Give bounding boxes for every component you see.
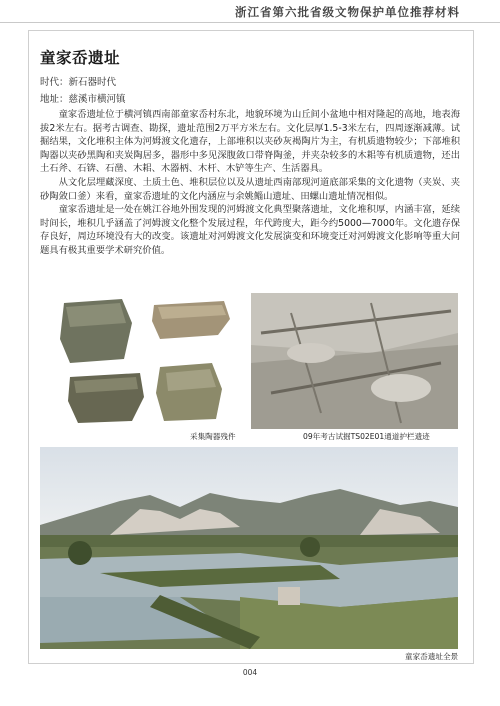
site-era: 时代：新石器时代: [40, 77, 117, 88]
pottery-caption: 采集陶器残件: [190, 432, 236, 441]
site-address: 地址：慈溪市横河镇: [40, 94, 126, 105]
site-title: 童家岙遗址: [40, 49, 121, 67]
landscape-caption: 童家岙遗址全景: [405, 652, 459, 661]
trench-caption: 09年考古试掘TS02E01通道护栏遗迹: [303, 432, 430, 441]
pottery-shards-photo: [40, 293, 246, 429]
header-title: 浙江省第六批省级文物保护单位推荐材料: [235, 5, 460, 19]
paragraph: 从文化层埋藏深度、土质土色、堆积层位以及从遗址西南部现河道底部采集的文化遗物（夹炭、夹砂陶敛口釜）来看，童家岙遗址的文化内涵应与余姚鲻山遗址、田螺山遗址情况相似。: [40, 176, 460, 202]
page-number: 004: [242, 668, 258, 677]
site-description: [40, 108, 460, 258]
page-header: [0, 0, 500, 23]
site-landscape-photo: [40, 447, 458, 649]
excavation-trench-photo: [251, 293, 458, 429]
paragraph: 童家岙遗址是一处在姚江谷地外围发现的河姆渡文化典型聚落遗址，文化堆积厚，内涵丰富，延续时间长，堆积几乎涵盖了河姆渡文化整个发展过程，年代跨度大，距今约5000—7000年。文化遗存保存良好，周边环境没有大的改变。该遗址对河姆渡文化发展演变和环境变迁对河姆渡文化影响等重大问题具有极其重要学术研究价值。: [40, 204, 460, 256]
paragraph: 童家岙遗址位于横河镇西南部童家岙村东北，地貌环境为山丘间小盆地中相对隆起的高地，地表海拔2米左右。据考古调查、勘探，遗址范围2万平方米左右。文化层厚1.5-3米左右，四周逐渐减薄。试掘结果，文化堆积主体为河姆渡文化遗存，上部堆积以夹砂灰褐陶片为主，有机质遗物较少；下部堆积陶器以夹砂黑陶和夹炭陶居多，器形中多见深腹敛口带脊陶釜，并夹杂较多的木耜等有机质遗物，还出土石斧、石锛、石凿、木耜、木器柄、木杆、木铲等生产、生活器具。: [40, 109, 460, 175]
